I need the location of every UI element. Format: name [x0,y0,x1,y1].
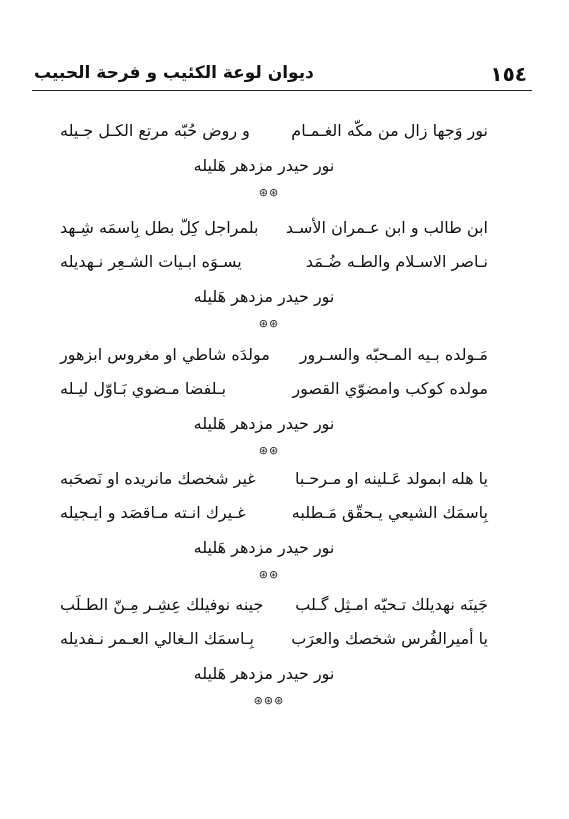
verse-second-half: بلمراجل كِلّ بطل بِاسمَه شِـهد [60,218,259,237]
book-title: ديوان لوعة الكئيب و فرحة الحبيب [34,63,314,83]
verse-first-half: نور وَجها زال من مكّه الغـمـام [291,121,488,140]
refrain: نور حيدر مزدهر هَليله [193,664,335,683]
verse-first-half: يا أميرالفُرس شخصك والعرَب [291,629,488,648]
verse-line [60,375,488,409]
verse-second-half: غـيرك انـته مـاقصَد و ايـجيله [60,503,246,522]
verse-line [60,625,488,659]
verse-first-half: يا هله ابمولد عَـلينه او مـرحـبا [294,469,488,488]
verse-first-half: ابن طالب و ابن عـمران الأسـد [285,218,488,237]
page-number: ١٥٤ [490,62,527,86]
stanza [60,591,488,713]
verse-second-half: بـلفضا مـضوي بَـاوّل ليـله [60,379,227,398]
stanza [60,465,488,587]
ornament-divider: ⊛⊛ [258,568,280,581]
ornament-divider: ⊛⊛ [258,317,280,330]
verse-line [60,591,488,625]
verse-second-half: غير شخصك مانريده او نَصحَبه [60,469,256,488]
verse-line [60,248,488,282]
ornament-divider: ⊛⊛ [258,444,280,457]
refrain: نور حيدر مزدهر هَليله [193,287,335,306]
refrain: نور حيدر مزدهر هَليله [193,414,335,433]
verse-second-half: بِـاسمَك الـغالي العـمر نـفديله [60,629,254,648]
stanza [60,341,488,463]
stanza [60,117,488,205]
verse-second-half: يسـوَه ابـيات الشـعِر نـهديله [60,252,242,271]
verse-first-half: مولده كوكب وامضوّي القصور [292,379,488,398]
verse-first-half: جَينَه نهديلك تـحيّه امـثِل گـلب [295,595,488,614]
verse-line [60,117,488,151]
verse-second-half: جينه نوفيلك عِشِـر مِـنّ الطـلَب [60,595,264,614]
ornament-divider: ⊛⊛⊛ [253,694,285,707]
verse-second-half: و روض حُبّه مرتع الكـل جـيله [60,121,250,140]
page-header [32,60,529,88]
verse-line [60,341,488,375]
header-rule [32,90,532,91]
verse-line [60,465,488,499]
stanza [60,214,488,336]
ornament-divider: ⊛⊛ [258,186,280,199]
verse-first-half: مَـولده بـيه المـحبّه والسـرور [299,345,488,364]
verse-line [60,499,488,533]
verse-line [60,214,488,248]
verse-second-half: مولدَه شاطي او مغروس ابزهور [60,345,270,364]
refrain: نور حيدر مزدهر هَليله [193,156,335,175]
verse-first-half: بِاسمَك الشيعي يـحقّق مَـطلبه [291,503,488,522]
verse-first-half: نـاصر الاسـلام والطـه ضُـمَد [305,252,488,271]
refrain: نور حيدر مزدهر هَليله [193,538,335,557]
